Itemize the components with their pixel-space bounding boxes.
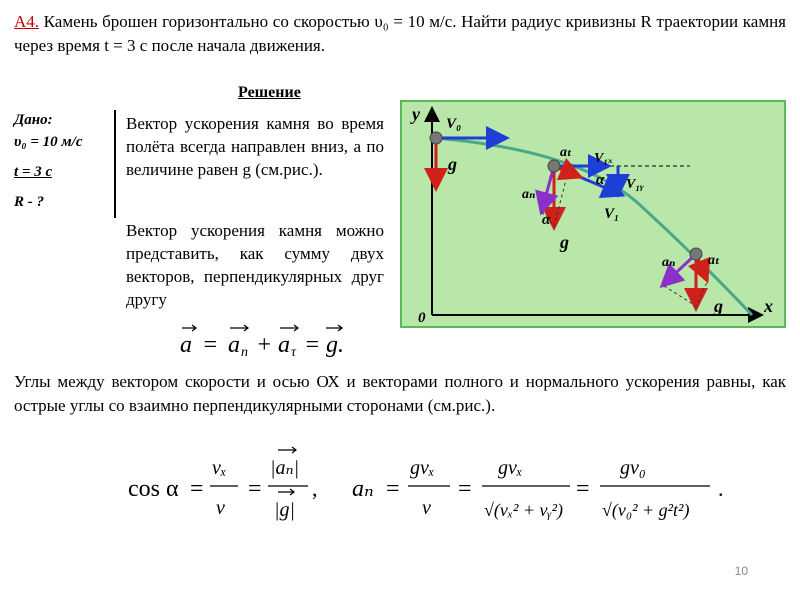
svg-text:=: = [248,476,262,502]
formula-vector-sum-svg [176,322,376,358]
y-axis-label: y [412,104,420,124]
svg-text:g.: g. [326,332,344,358]
given-t: t = 3 с [14,164,53,180]
svg-text:a: a [278,332,290,358]
given-v0: υ₀ = 10 м/с [14,134,83,150]
svg-text:=: = [576,476,590,502]
given-divider [114,110,116,218]
svg-text:a: a [228,332,240,358]
angles-explanation: Углы между вектором скорости и осью ОХ и векторами полного и нормального ускорения равны, как острые углы со взаимно перпендикулярными сторонами (см.рис.). [14,372,786,415]
formula-v: v [216,497,225,519]
formulas-svg [120,440,740,530]
trajectory-diagram [400,100,786,328]
formula-sqrt-1: √(vₓ² + vᵧ²) [484,500,564,520]
formulas-block [120,440,740,530]
stone-1 [430,132,442,144]
problem-number: А4. [14,12,40,31]
alpha-label-1: α [596,172,605,188]
formula-an: aₙ [352,476,374,502]
problem-statement [14,10,786,58]
svg-text:=: = [190,476,204,502]
given-title: Дано: [14,112,53,128]
svg-text:=: = [458,476,472,502]
formula-sqrt-2: √(v₀² + g²t²) [602,500,690,520]
v1y-label: V₁ᵧ [626,177,644,192]
v1x-label: V₁ₓ [594,151,613,166]
svg-text:=: = [304,332,321,358]
svg-text:v: v [422,497,431,519]
formula-gvx-1: gvₓ [410,457,435,479]
solution-title: Решение [238,84,301,101]
v1-label: V₁ [604,206,620,222]
diagram-background [401,101,785,327]
formula-vector-sum [176,322,376,365]
svg-text:+: + [256,332,273,358]
g-label-3: g [714,296,723,316]
text-acceleration: Вектор ускорения камня во время полёта всегда направлен вниз, а по величине равен g (см.рис.). [126,114,384,179]
trajectory-diagram-svg [400,100,786,328]
x-axis-label: x [764,296,773,316]
v0-label: V₀ [446,116,462,132]
formula-g-abs: |g| [274,499,295,521]
stone-3 [690,248,702,260]
an-label-3: aₙ [662,255,676,270]
origin-label: 0 [418,310,426,326]
formula-cos: cos α [128,476,179,502]
an-label-2: aₙ [522,187,536,202]
g-label-1: g [448,154,457,174]
given-block [14,110,118,212]
given-find: R - ? [14,194,44,210]
formula-sum-text: a [180,332,192,358]
formula-gvx-2: gvₓ [498,457,523,479]
svg-text:.: . [718,476,724,501]
svg-text:=: = [386,476,400,502]
formula-vx: vₓ [212,457,227,479]
svg-text:,: , [312,476,318,501]
at-label-3: aₜ [708,253,721,268]
stone-2 [548,160,560,172]
svg-text:n: n [241,345,248,358]
svg-text:τ: τ [291,345,297,358]
problem-text: Камень брошен горизонтально со скоростью υ₀ = 10 м/с. Найти радиус кривизны R траектории камня через время t = 3 с после начала движения. [14,12,787,55]
text-decomposition: Вектор ускорения камня можно представить, как сумму двух векторов, перпендикулярных друг другу [126,221,384,309]
page-number: 10 [734,564,748,578]
formula-gv0: gv₀ [620,457,646,479]
alpha-label-2: α [542,212,551,228]
svg-text:=: = [202,332,219,358]
g-label-2: g [560,232,569,252]
at-label-2: aₜ [560,145,573,160]
formula-an-abs: |aₙ| [270,457,300,479]
